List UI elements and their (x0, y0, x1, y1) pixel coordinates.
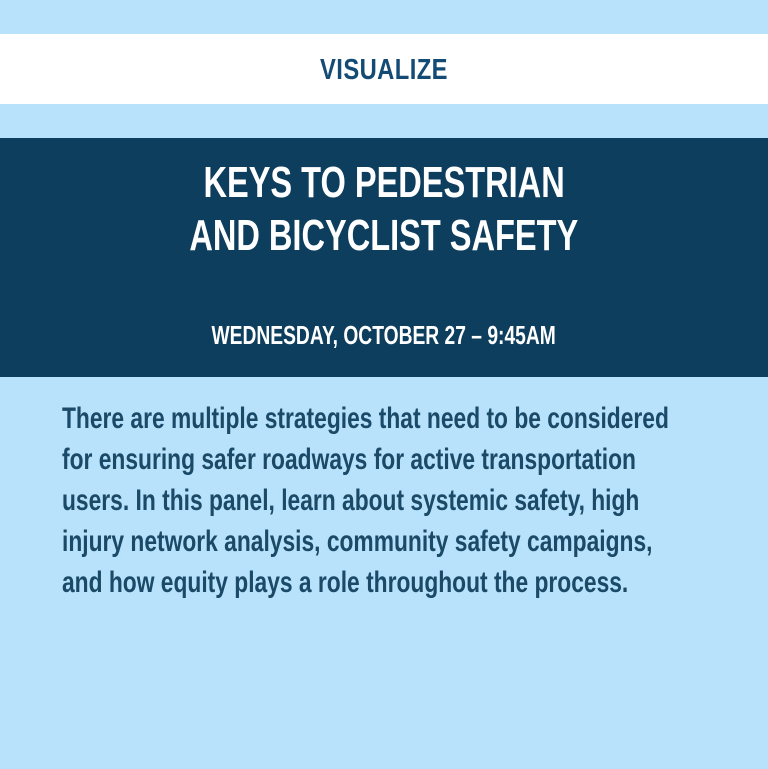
event-title-line-2 (0, 209, 768, 262)
description-line (62, 562, 762, 603)
description-line (62, 480, 762, 521)
event-datetime-text: WEDNESDAY, OCTOBER 27 – 9:45AM (211, 320, 557, 350)
description-line (62, 398, 762, 439)
event-title (0, 156, 768, 262)
description-line (62, 521, 762, 562)
kicker (0, 54, 768, 87)
kicker-label: VISUALIZE (320, 54, 448, 86)
description-line-5-text: and how equity plays a role throughout the process. (62, 566, 629, 599)
mid-strip (0, 104, 768, 138)
description-line-3-text: users. In this panel, learn about systemic safety, high (62, 484, 640, 517)
event-title-line-1-text: KEYS TO PEDESTRIAN (203, 158, 565, 207)
top-strip (0, 0, 768, 34)
description-line-1-text: There are multiple strategies that need to be considered (62, 402, 669, 435)
description-line (62, 439, 762, 480)
description-line-2-text: for ensuring safer roadways for active transportation (62, 443, 636, 476)
event-datetime (0, 320, 768, 351)
event-title-line-2-text: AND BICYCLIST SAFETY (189, 211, 579, 260)
description-line-4-text: injury network analysis, community safety campaigns, (62, 525, 653, 558)
event-title-line-1 (0, 156, 768, 209)
event-description (62, 398, 762, 603)
